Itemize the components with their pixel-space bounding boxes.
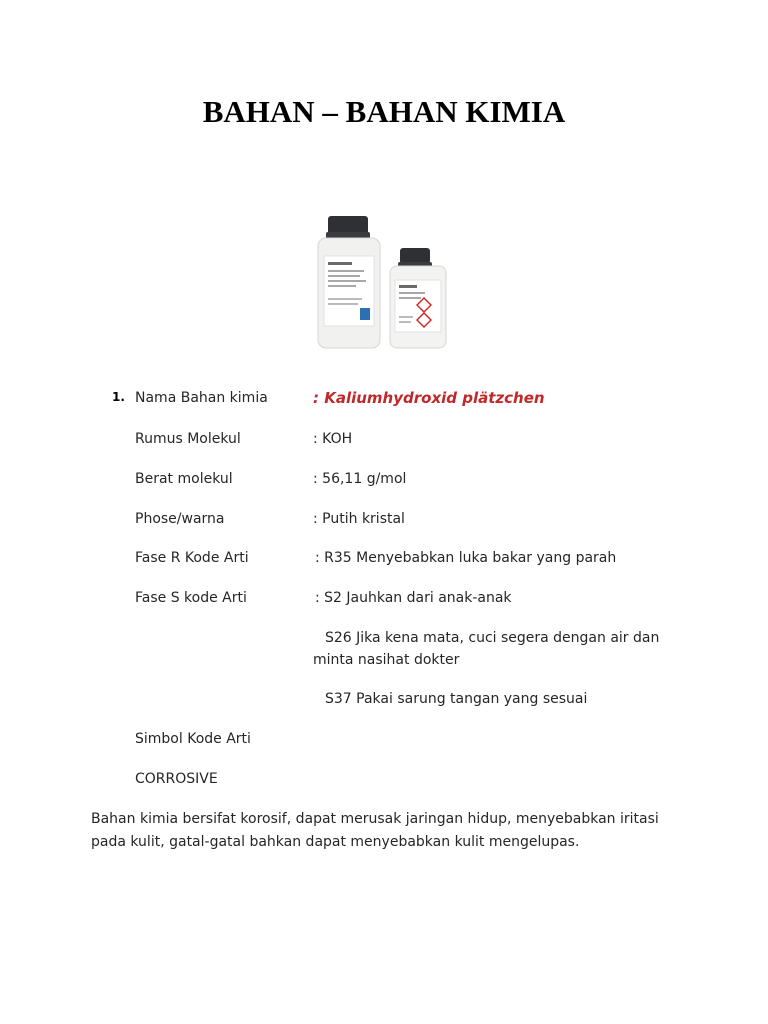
value-nama-bahan: : Kaliumhydroxid plätzchen: [313, 389, 545, 407]
label-rumus-molekul: Rumus Molekul: [135, 431, 241, 447]
label-fase-s: Fase S kode Arti: [135, 590, 247, 606]
value-fase-s: : S2 Jauhkan dari anak-anak: [315, 590, 512, 606]
chemical-bottles-image: [312, 212, 462, 352]
label-phose-warna: Phose/warna: [135, 511, 225, 527]
item-number: 1.: [112, 390, 125, 404]
page-title: BAHAN – BAHAN KIMIA: [202, 94, 566, 129]
value-rumus-molekul: : KOH: [313, 431, 353, 447]
value-s37: S37 Pakai sarung tangan yang sesuai: [325, 691, 588, 707]
value-simbol-corrosive: CORROSIVE: [135, 771, 218, 787]
value-phose-warna: : Putih kristal: [313, 511, 405, 527]
label-fase-r: Fase R Kode Arti: [135, 550, 249, 566]
label-berat-molekul: Berat molekul: [135, 471, 233, 487]
value-s26: S26 Jika kena mata, cuci segera dengan air dan minta nasihat dokter: [313, 630, 660, 668]
label-nama-bahan: Nama Bahan kimia: [135, 390, 268, 406]
label-simbol-kode: Simbol Kode Arti: [135, 731, 251, 747]
value-fase-r: : R35 Menyebabkan luka bakar yang parah: [315, 550, 617, 566]
description-paragraph: Bahan kimia bersifat korosif, dapat merusak jaringan hidup, menyebabkan iritasi pada kulit, gatal-gatal bahkan dapat menyebabkan kulit mengelupas.: [91, 811, 659, 850]
value-berat-molekul: : 56,11 g/mol: [313, 471, 407, 487]
